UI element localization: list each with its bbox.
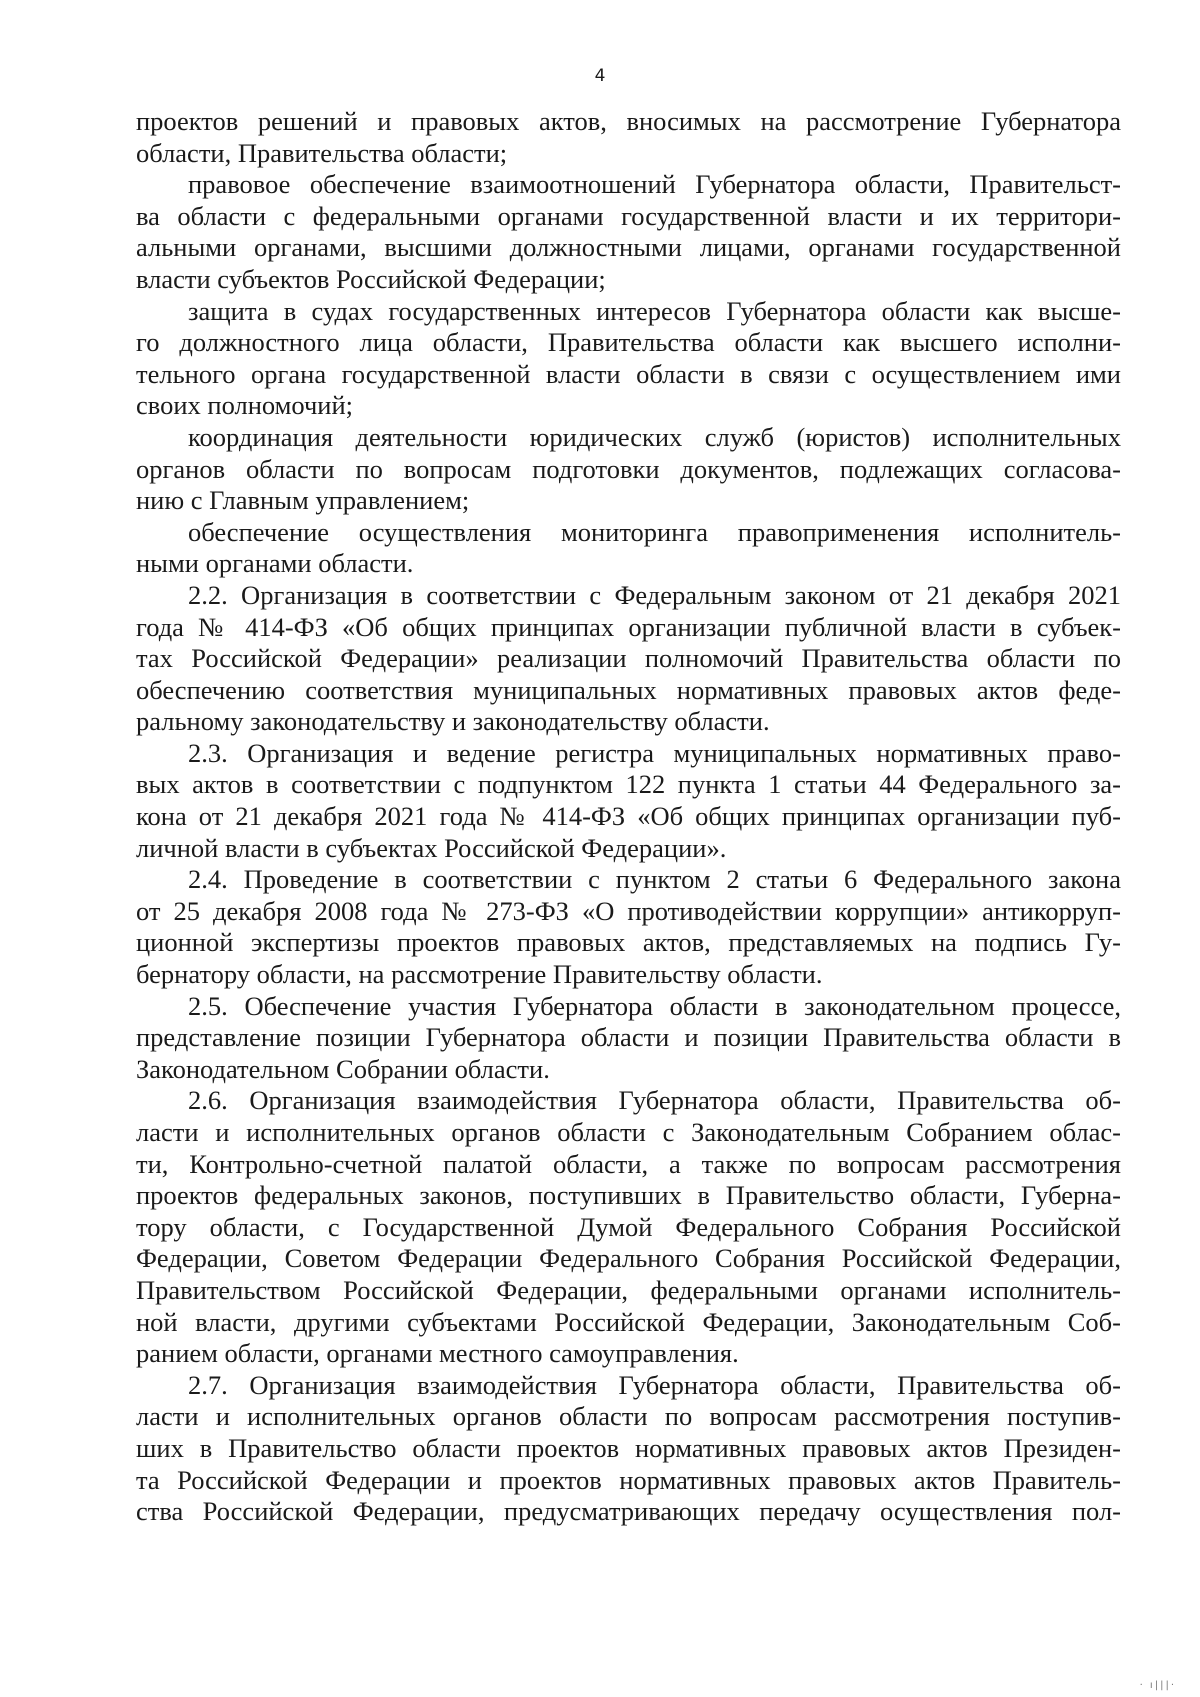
paragraph-line: власти субъектов Российской Федерации; [136,263,606,294]
paragraph-line: обеспечение осуществления мониторинга правоприменения исполнитель- [188,516,1121,547]
paragraph-line: координация деятельности юридических служб (юристов) исполнительных [188,421,1121,452]
paragraph-line: 2.7. Организация взаимодействия Губернатора области, Правительства об- [188,1369,1121,1400]
paragraph-line: 2.6. Организация взаимодействия Губернатора области, Правительства об- [188,1085,1121,1116]
paragraph [136,422,1121,517]
paragraph-line: ральному законодательству и законодательству области. [136,706,770,737]
paragraph-line: кона от 21 декабря 2021 года № 414-ФЗ «Об общих принципах организации пуб- [136,801,1121,832]
paragraph [136,738,1121,864]
paragraph-line: нию с Главным управлением; [136,485,470,516]
paragraph-line: ными органами области. [136,548,414,579]
paragraph-line: ства Российской Федерации, предусматривающих передачу осуществления пол- [136,1496,1121,1527]
paragraph-line: ласти и исполнительных органов области по вопросам рассмотрения поступив- [136,1401,1121,1432]
paragraph [136,517,1121,580]
scan-artifact: · ı|||· [1139,1680,1176,1691]
paragraph-line: Федерации, Советом Федерации Федерального Собрания Российской Федерации, [136,1243,1121,1274]
paragraph-line: Законодательном Собрании области. [136,1053,550,1084]
paragraph-line: проектов решений и правовых актов, вносимых на рассмотрение Губернатора [136,106,1121,136]
document-body [136,106,1121,1528]
paragraph [136,169,1121,295]
paragraph-line: ционной экспертизы проектов правовых актов, представляемых на подпись Гу- [136,927,1121,958]
paragraph-line: ранием области, органами местного самоуправления. [136,1338,739,1369]
paragraph-line: 2.3. Организация и ведение регистра муниципальных нормативных право- [188,737,1121,768]
paragraph-line: бернатору области, на рассмотрение Правительству области. [136,959,823,990]
page-number: 4 [594,66,606,86]
paragraph-line: 2.5. Обеспечение участия Губернатора области в законодательном процессе, [188,990,1121,1021]
paragraph-line: органов области по вопросам подготовки документов, подлежащих согласова- [136,453,1121,484]
paragraph-line: тах Российской Федерации» реализации полномочий Правительства области по [136,643,1121,674]
paragraph-line: 2.4. Проведение в соответствии с пунктом 2 статьи 6 Федерального закона [188,864,1121,895]
paragraph-line: защита в судах государственных интересов Губернатора области как высше- [188,295,1121,326]
paragraph [136,296,1121,422]
paragraph-line: тору области, с Государственной Думой Федерального Собрания Российской [136,1211,1121,1242]
paragraph-line: вых актов в соответствии с подпунктом 122 пункта 1 статьи 44 Федерального за- [136,769,1121,800]
paragraph-line: личной власти в субъектах Российской Федерации». [136,832,727,863]
paragraph-line: года № 414-ФЗ «Об общих принципах организации публичной власти в субъек- [136,611,1121,642]
paragraph-line: от 25 декабря 2008 года № 273-ФЗ «О противодействии коррупции» антикорруп- [136,895,1121,926]
paragraph-line: области, Правительства области; [136,137,508,168]
paragraph [136,1370,1121,1528]
paragraph-line: го должностного лица области, Правительства области как высшего исполни- [136,327,1121,358]
paragraph-line: обеспечению соответствия муниципальных нормативных правовых актов феде- [136,674,1121,705]
paragraph-line: представление позиции Губернатора области и позиции Правительства области в [136,1022,1121,1053]
paragraph-line: Правительством Российской Федерации, федеральными органами исполнитель- [136,1274,1121,1305]
paragraph [136,991,1121,1086]
paragraph-line: правовое обеспечение взаимоотношений Губернатора области, Правительст- [188,169,1121,200]
paragraph-line: ших в Правительство области проектов нормативных правовых актов Президен- [136,1432,1121,1463]
paragraph-line: своих полномочий; [136,390,354,421]
paragraph-line: проектов федеральных законов, поступивших в Правительство области, Губерна- [136,1180,1121,1211]
paragraph [136,1085,1121,1369]
paragraph-line: ва области с федеральными органами государственной власти и их территори- [136,200,1121,231]
paragraph-line: альными органами, высшими должностными лицами, органами государственной [136,232,1121,263]
paragraph [136,864,1121,990]
paragraph-line: ной власти, другими субъектами Российской Федерации, Законодательным Соб- [136,1306,1121,1337]
paragraph-line: та Российской Федерации и проектов нормативных правовых актов Правитель- [136,1464,1121,1495]
paragraph-line: ласти и исполнительных органов области с Законодательным Собранием облас- [136,1117,1121,1147]
paragraph-line: ти, Контрольно-счетной палатой области, а также по вопросам рассмотрения [136,1148,1121,1179]
paragraph-line: тельного органа государственной власти области в связи с осуществлением ими [136,358,1121,389]
paragraph [136,580,1121,738]
paragraph [136,106,1121,169]
paragraph-line: 2.2. Организация в соответствии с Федеральным законом от 21 декабря 2021 [188,579,1121,610]
